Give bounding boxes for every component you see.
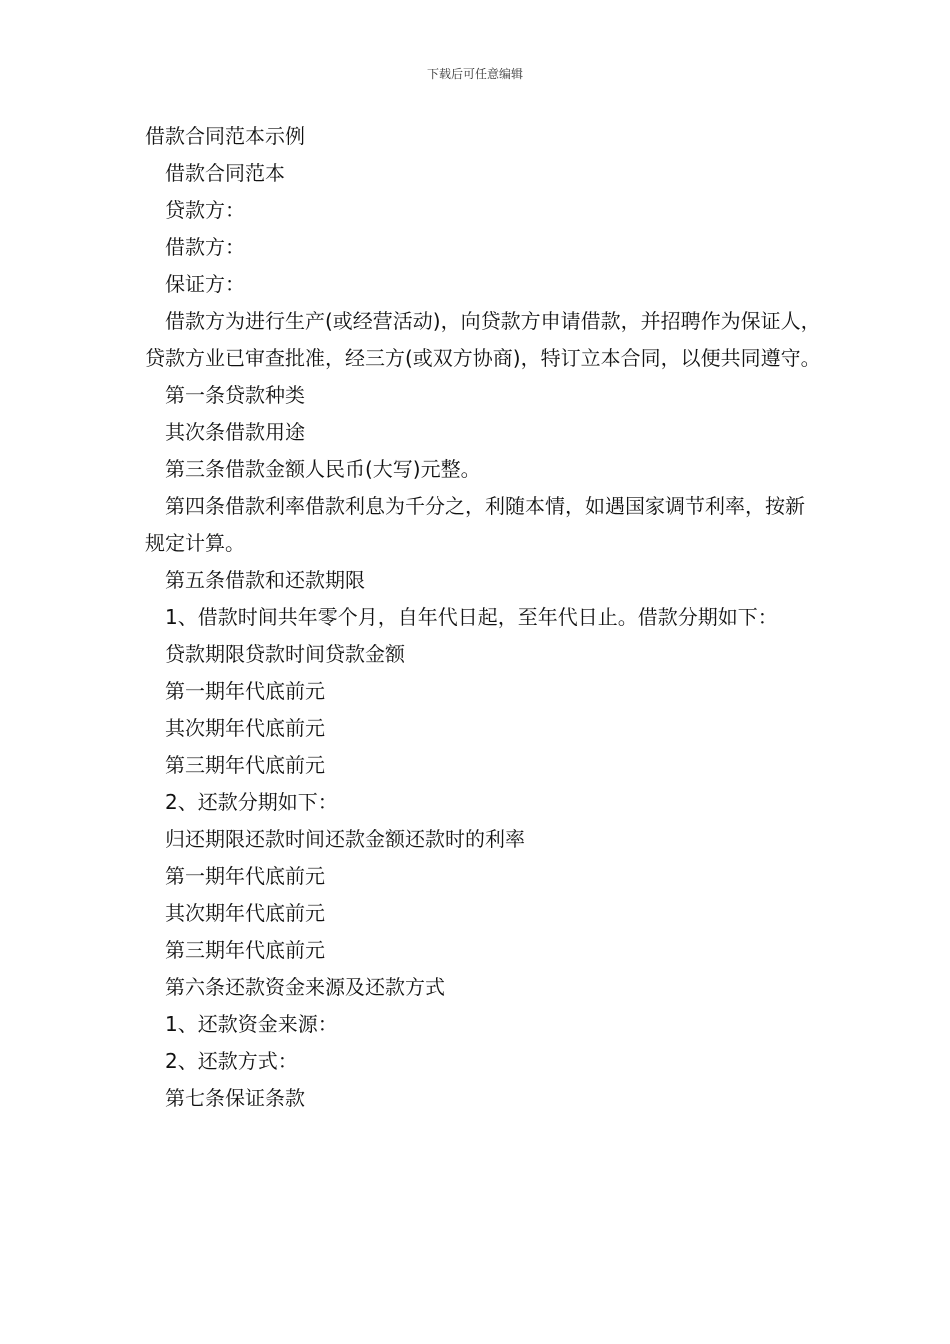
repayment-schedule-row: 其次期年代底前元 (165, 901, 325, 925)
repayment-schedule-row: 第三期年代底前元 (165, 938, 325, 962)
article-6-item-1: 1、还款资金来源： (165, 1012, 338, 1036)
article-2: 其次条借款用途 (165, 420, 305, 444)
preamble-paragraph: 借款方为进行生产(或经营活动)，向贷款方申请借款，并招聘作为保证人，贷款方业已审查批准，经三方(或双方协商)，特订立本合同，以便共同遵守。 (145, 309, 821, 370)
repayment-schedule-header: 归还期限还款时间还款金额还款时的利率 (165, 827, 525, 851)
article-3: 第三条借款金额人民币(大写)元整。 (165, 457, 481, 481)
repayment-schedule-row: 第一期年代底前元 (165, 864, 325, 888)
loan-schedule-row: 其次期年代底前元 (165, 716, 325, 740)
contract-heading: 借款合同范本 (165, 161, 285, 185)
article-6-item-2: 2、还款方式： (165, 1049, 298, 1073)
borrower-field: 借款方： (165, 235, 245, 259)
loan-schedule-header: 贷款期限贷款时间贷款金额 (165, 642, 405, 666)
article-1: 第一条贷款种类 (165, 383, 305, 407)
loan-schedule-row: 第一期年代底前元 (165, 679, 325, 703)
document-title: 借款合同范本示例 (145, 124, 305, 148)
guarantor-field: 保证方： (165, 272, 245, 296)
article-7: 第七条保证条款 (165, 1086, 305, 1110)
loan-schedule-row: 第三期年代底前元 (165, 753, 325, 777)
article-4: 第四条借款利率借款利息为千分之，利随本情，如遇国家调节利率，按新规定计算。 (145, 494, 805, 555)
article-5: 第五条借款和还款期限 (165, 568, 365, 592)
article-5-item-1: 1、借款时间共年零个月，自年代日起，至年代日止。借款分期如下： (165, 605, 778, 629)
article-6: 第六条还款资金来源及还款方式 (165, 975, 445, 999)
article-5-item-2: 2、还款分期如下： (165, 790, 338, 814)
lender-field: 贷款方： (165, 198, 245, 222)
document-body (145, 118, 821, 1117)
page-header-note: 下载后可任意编辑 (426, 67, 523, 81)
